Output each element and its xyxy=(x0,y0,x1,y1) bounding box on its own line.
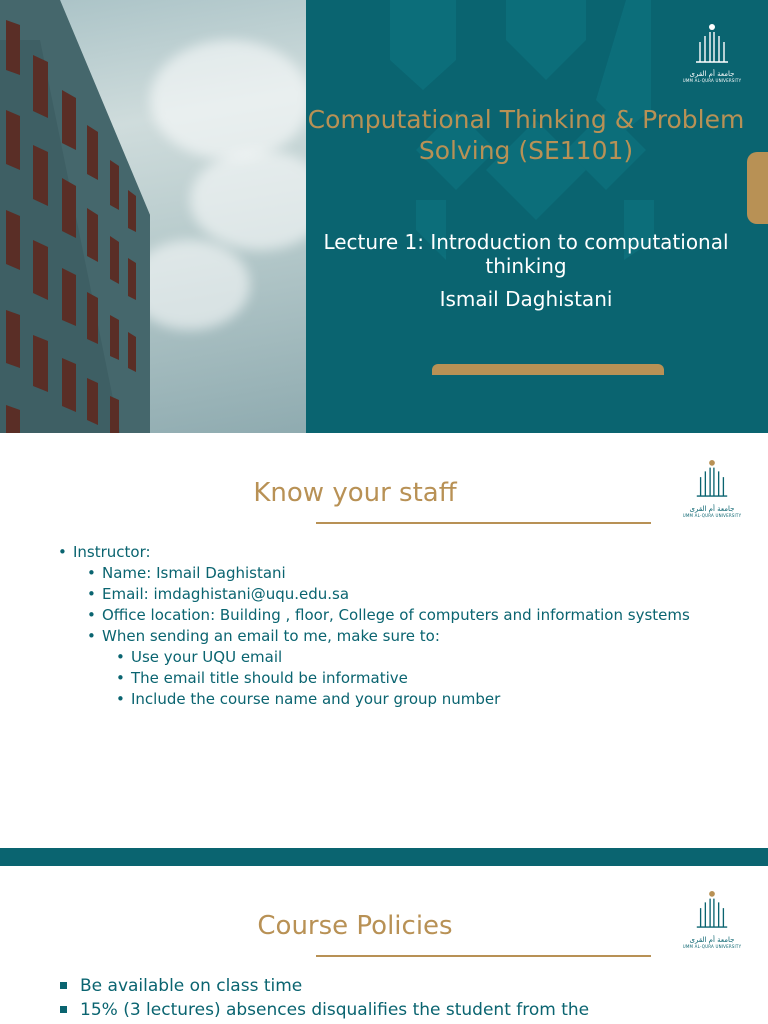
bullet-list xyxy=(58,976,718,1024)
list-item: • When sending an email to me, make sure to: xyxy=(87,627,709,645)
slide-title: Know your staff xyxy=(253,478,457,508)
logo-arabic-text: جامعة أم القرى xyxy=(689,505,735,513)
staff-slide xyxy=(0,433,768,848)
list-item: • Instructor: xyxy=(58,543,709,561)
logo-latin-text: UMM AL-QURA UNIVERSITY xyxy=(682,78,742,83)
square-bullet-icon xyxy=(60,982,67,989)
university-emblem-icon xyxy=(674,457,750,501)
list-item xyxy=(58,976,718,996)
list-item xyxy=(58,1000,718,1020)
list-item: • Office location: Building , floor, College of computers and information systems xyxy=(87,606,709,624)
square-bullet-icon xyxy=(60,1006,67,1013)
slide-divider xyxy=(0,848,768,866)
policies-slide xyxy=(0,866,768,1024)
logo-latin-text: UMM AL-QURA UNIVERSITY xyxy=(682,944,742,949)
building-facade xyxy=(0,0,306,433)
list-item: • Use your UQU email xyxy=(116,648,709,666)
university-logo xyxy=(672,22,752,83)
gold-accent-bar xyxy=(432,364,664,375)
list-item: • Name: Ismail Daghistani xyxy=(87,564,709,582)
title-slide xyxy=(0,0,768,433)
lecture-title: Lecture 1: Introduction to computational thinking xyxy=(323,230,729,278)
logo-arabic-text: جامعة أم القرى xyxy=(689,936,735,944)
building-photo xyxy=(0,0,306,433)
author-name: Ismail Daghistani xyxy=(439,287,613,311)
bullet-list xyxy=(58,543,709,711)
course-title: Computational Thinking & Problem Solving (SE1101) xyxy=(307,105,745,165)
university-emblem-icon xyxy=(674,888,750,932)
title-underline xyxy=(316,522,651,524)
university-emblem-icon xyxy=(672,22,752,66)
university-logo xyxy=(674,888,750,949)
list-item-text: 15% (3 lectures) absences disqualifies the student from the xyxy=(80,1000,590,1020)
list-item: • Email: imdaghistani@uqu.edu.sa xyxy=(87,585,709,603)
title-underline xyxy=(316,955,651,957)
gold-side-tab xyxy=(747,152,768,224)
list-item: • The email title should be informative xyxy=(116,669,709,687)
list-item-text: Be available on class time xyxy=(80,976,303,996)
logo-latin-text: UMM AL-QURA UNIVERSITY xyxy=(682,513,742,518)
slide-title: Course Policies xyxy=(257,911,453,941)
logo-arabic-text: جامعة أم القرى xyxy=(689,70,735,78)
list-item: • Include the course name and your group number xyxy=(116,690,709,708)
university-logo xyxy=(674,457,750,518)
